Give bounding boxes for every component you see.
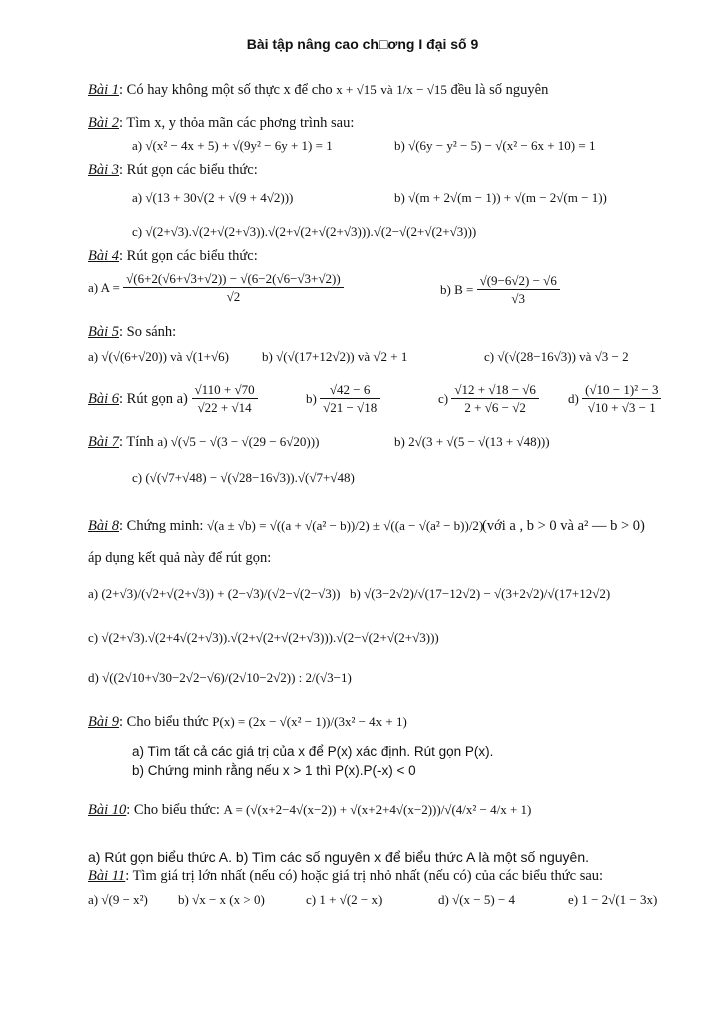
problem-10-text: : Cho biểu thức:	[126, 802, 220, 818]
problem-2-text: : Tìm x, y thỏa mãn các phơng trình sau:	[119, 115, 355, 131]
problem-3-label: Bài 3	[88, 162, 120, 178]
problem-6a-denominator: √22 + √14	[197, 400, 252, 415]
problem-1-tail: đều là số nguyên	[450, 82, 549, 98]
problem-5-label: Bài 5	[88, 324, 120, 340]
problem-10-formula: A = (√(x+2−4√(x−2)) + √(x+2+4√(x−2)))/√(4/x² − 4/x + 1)	[223, 802, 532, 817]
problem-4b-denominator: √3	[511, 291, 526, 306]
problem-6d	[568, 381, 661, 416]
problem-6d-numerator: (√10 − 1)² − 3	[582, 381, 661, 399]
problem-3a: a) √(13 + 30√(2 + √(9 + 4√2)))	[132, 190, 294, 205]
problem-11d: d) √(x − 5) − 4	[438, 892, 516, 907]
problem-3	[88, 160, 258, 180]
problem-11-text: : Tìm giá trị lớn nhất (nếu có) hoặc giá trị nhỏ nhất (nếu có) của các biểu thức sau:	[125, 868, 604, 884]
problem-3b: b) √(m + 2√(m − 1)) + √(m − 2√(m − 1))	[394, 190, 607, 205]
problem-5-text: : So sánh:	[119, 324, 177, 340]
problem-6	[88, 381, 258, 416]
problem-7b: b) 2√(3 + √(5 − √(13 + √48)))	[394, 434, 550, 449]
problem-9a: a) Tìm tất cả các giá trị của x để P(x) xác định. Rút gọn P(x).	[132, 744, 494, 759]
problem-2b: b) √(6y − y² − 5) − √(x² − 6x + 10) = 1	[394, 138, 596, 153]
problem-6-label: Bài 6	[88, 390, 120, 407]
problem-11e: e) 1 − 2√(1 − 3x)	[568, 892, 658, 907]
problem-4b-fraction	[477, 272, 560, 307]
problem-3-text: : Rút gọn các biểu thức:	[119, 162, 258, 178]
problem-6c	[438, 381, 539, 416]
problem-6b-prefix: b)	[306, 390, 317, 406]
problem-5a: a) √(√(6+√20)) và √(1+√6)	[88, 349, 229, 364]
problem-2a: a) √(x² − 4x + 5) + √(9y² − 6y + 1) = 1	[132, 138, 333, 153]
problem-8-condition: (với a , b > 0 và a² — b > 0)	[482, 518, 645, 534]
problem-10-label: Bài 10	[88, 802, 127, 818]
problem-4	[88, 246, 258, 266]
problem-6c-prefix: c)	[438, 390, 449, 406]
problem-8d: d) √((2√10+√30−2√2−√6)/(2√10−2√2)) : 2/(√3−1)	[88, 670, 352, 685]
problem-8-formula: √(a ± √b) = √((a + √(a² − b))/2) ± √((a − √(a² − b))/2)	[207, 518, 484, 533]
problem-10	[88, 800, 531, 820]
problem-6d-denominator: √10 + √3 − 1	[587, 400, 656, 415]
problem-8	[88, 516, 483, 536]
problem-9-expression: P(x) = (2x − √(x² − 1))/(3x² − 4x + 1)	[212, 714, 407, 729]
problem-6b-numerator: √42 − 6	[320, 381, 380, 399]
problem-11-label: Bài 11	[88, 868, 126, 884]
problem-9	[88, 712, 407, 732]
problem-7c: c) (√(√7+√48) − √(√28−16√3)).√(√7+√48)	[132, 470, 355, 485]
problem-4b-numerator: √(9−6√2) − √6	[477, 272, 560, 290]
problem-8-apply: áp dụng kết quả này để rút gọn:	[88, 550, 272, 566]
problem-6d-fraction	[582, 381, 661, 416]
problem-5	[88, 322, 176, 342]
problem-8-label: Bài 8	[88, 518, 120, 534]
problem-1-expr-1: x + √15	[336, 82, 377, 97]
problem-4a-fraction	[123, 270, 344, 305]
problem-8a: a) (2+√3)/(√2+√(2+√3)) + (2−√3)/(√2−√(2−√3))	[88, 586, 341, 601]
problem-4a-numerator: √(6+2(√6+√3+√2)) − √(6−2(√6−√3+√2))	[123, 270, 344, 288]
problem-1-label: Bài 1	[88, 82, 120, 98]
problem-6c-numerator: √12 + √18 − √6	[451, 381, 539, 399]
problem-11	[88, 866, 603, 886]
problem-6d-prefix: d)	[568, 390, 579, 406]
problem-11a: a) √(9 − x²)	[88, 892, 148, 907]
problem-4a	[88, 270, 344, 305]
problem-4-text: : Rút gọn các biểu thức:	[119, 248, 258, 264]
problem-6a-numerator: √110 + √70	[192, 381, 258, 399]
problem-7	[88, 432, 319, 452]
problem-11b: b) √x − x (x > 0)	[178, 892, 265, 907]
problem-10-questions: a) Rút gọn biểu thức A. b) Tìm các số nguyên x để biểu thức A là một số nguyên.	[88, 849, 589, 865]
problem-5c: c) √(√(28−16√3)) và √3 − 2	[484, 349, 629, 364]
problem-4a-lhs: a) A =	[88, 279, 120, 295]
problem-9-text: : Cho biểu thức	[119, 714, 209, 730]
problem-6b	[306, 381, 380, 416]
problem-5b: b) √(√(17+12√2)) và √2 + 1	[262, 349, 408, 364]
problem-4b-lhs: b) B =	[440, 281, 474, 297]
problem-7-label: Bài 7	[88, 434, 120, 450]
problem-7-text: : Tính	[119, 434, 154, 450]
problem-6b-denominator: √21 − √18	[323, 400, 378, 415]
problem-1-expr-2: 1/x − √15	[396, 82, 447, 97]
problem-4b	[440, 272, 560, 307]
problem-4a-denominator: √2	[226, 289, 241, 304]
problem-8c: c) √(2+√3).√(2+4√(2+√3)).√(2+√(2+√(2+√3))).√(2−√(2+√(2+√3)))	[88, 630, 439, 645]
problem-6c-denominator: 2 + √6 − √2	[464, 400, 526, 415]
problem-8-text: : Chứng minh:	[119, 518, 204, 534]
problem-6-text: : Rút gọn	[119, 390, 173, 407]
problem-7a: a) √(√5 − √(3 − √(29 − 6√20)))	[157, 434, 320, 449]
problem-2	[88, 113, 354, 133]
problem-6b-fraction	[320, 381, 380, 416]
problem-6a-fraction	[192, 381, 258, 416]
problem-9-label: Bài 9	[88, 714, 120, 730]
problem-8b: b) √(3−2√2)/√(17−12√2) − √(3+2√2)/√(17+12√2)	[350, 586, 611, 601]
problem-6c-fraction	[451, 381, 539, 416]
problem-3c: c) √(2+√3).√(2+√(2+√3)).√(2+√(2+√(2+√3))).√(2−√(2+√(2+√3)))	[132, 224, 477, 239]
problem-1	[88, 80, 548, 100]
problem-11c: c) 1 + √(2 − x)	[306, 892, 383, 907]
problem-6a-prefix: a)	[176, 390, 188, 407]
problem-1-text: : Có hay không một số thực x để cho	[119, 82, 333, 98]
problem-2-label: Bài 2	[88, 115, 120, 131]
page-title: Bài tập nâng cao ch□ơng I đại số 9	[246, 36, 479, 52]
problem-1-and: và	[380, 82, 393, 97]
problem-4-label: Bài 4	[88, 248, 120, 264]
problem-9b: b) Chứng minh rằng nếu x > 1 thì P(x).P(-x) < 0	[132, 763, 416, 778]
